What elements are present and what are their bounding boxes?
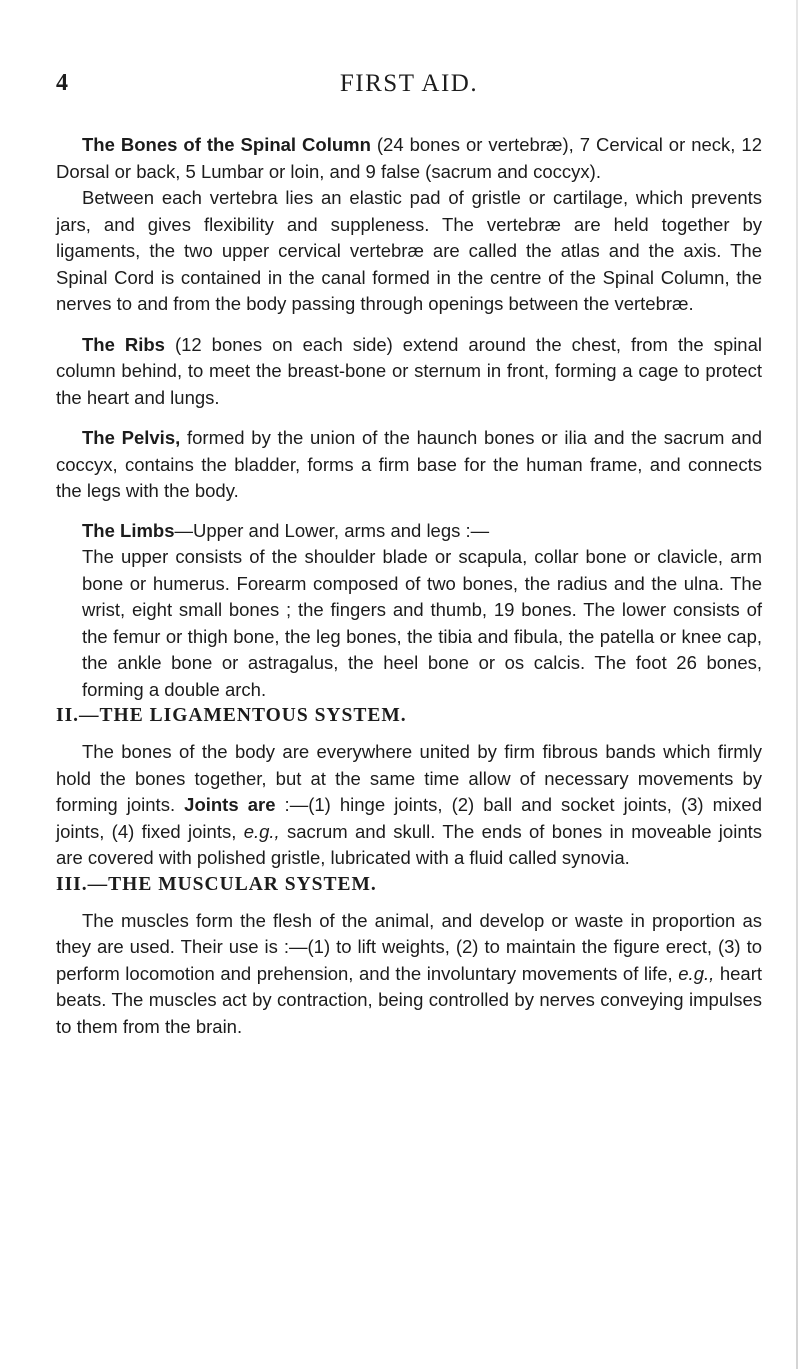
muscular-system-heading: III.—THE MUSCULAR SYSTEM. — [56, 873, 377, 895]
joints-label: Joints are — [184, 794, 276, 815]
limbs-detail: The upper consists of the shoulder blade or scapula, collar bone or clavicle, arm bone or humerus. Forearm composed of two bones, the radius and the ulna. The wrist, eight small bones ; the fingers and thumb, 19 bones. The lower consists of the femur or thigh bone, the leg bones, the tibia and fibula, the patella or knee cap, the ankle bone or astragalus, the heel bone or os calcis. The foot 26 bones, forming a double arch. — [82, 546, 762, 700]
ligamentous-text-1: The bones of the body are everywhere united by firm fibrous bands which firmly hold the bones together, but at the same time allow of necessary movements by forming joints. — [56, 741, 762, 815]
limbs-intro: —Upper and Lower, arms and legs :— — [174, 519, 490, 541]
ligamentous-eg: e.g., — [243, 820, 280, 842]
spinal-column-heading: The Bones of the Spinal Column — [82, 134, 371, 155]
ribs-text: (12 bones on each side) extend around the chest, from the spinal column behind, to meet the breast-bone or sternum in front, forming a cage to protect the heart and lungs. — [56, 333, 762, 408]
page-edge-shadow — [796, 0, 798, 1369]
book-page — [56, 70, 762, 1040]
limbs-heading: The Limbs — [82, 519, 175, 541]
muscular-text-1: The muscles form the flesh of the animal, and develop or waste in proportion as they are used. Their use is :—(1) to lift weights, (2) to maintain the figure erect, (3) to perform locomotion and prehension, and the involuntary movements of life, — [56, 909, 762, 984]
ligamentous-system-paragraph — [56, 739, 762, 872]
pelvis-text: formed by the union of the haunch bones or ilia and the sacrum and coccyx, contains the bladder, forms a firm base for the human frame, and connects the legs with the body. — [56, 427, 762, 501]
ligamentous-text-3: sacrum and skull. The ends of bones in moveable joints are covered with polished gristle, lubricated with a fluid called synovia. — [56, 820, 762, 868]
ribs-heading: The Ribs — [82, 333, 165, 355]
muscular-text-2: heart beats. The muscles act by contraction, being controlled by nerves conveying impulses to them from the brain. — [56, 962, 762, 1037]
spinal-column-intro: (24 bones or vertebræ), 7 Cervical or neck, 12 Dorsal or back, 5 Lumbar or loin, and 9 false (sacrum and coccyx). — [56, 134, 762, 182]
muscular-eg: e.g., — [678, 962, 715, 984]
pelvis-heading: The Pelvis, — [82, 427, 181, 448]
spinal-column-detail: Between each vertebra lies an elastic pad of gristle or cartilage, which prevents jars, and gives flexibility and suppleness. The vertebræ are held together by ligaments, the two upper cervical vertebræ are called the atlas and the axis. The Spinal Cord is contained in the canal formed in the centre of the Spinal Column, the nerves to and from the body passing through openings between the vertebræ. — [56, 187, 762, 314]
limbs-paragraph — [56, 518, 762, 545]
muscular-system-paragraph — [56, 908, 762, 1041]
ligamentous-system-heading: II.—THE LIGAMENTOUS SYSTEM. — [56, 705, 407, 726]
spinal-column-paragraph — [56, 132, 762, 185]
page-number: 4 — [56, 70, 68, 96]
running-title: FIRST AID. — [339, 70, 479, 97]
ligamentous-text-2: :—(1) hinge joints, (2) ball and socket joints, (3) mixed joints, (4) fixed joints, — [56, 794, 762, 842]
page-header — [56, 70, 762, 110]
ribs-paragraph — [56, 332, 762, 412]
pelvis-paragraph — [56, 425, 762, 505]
